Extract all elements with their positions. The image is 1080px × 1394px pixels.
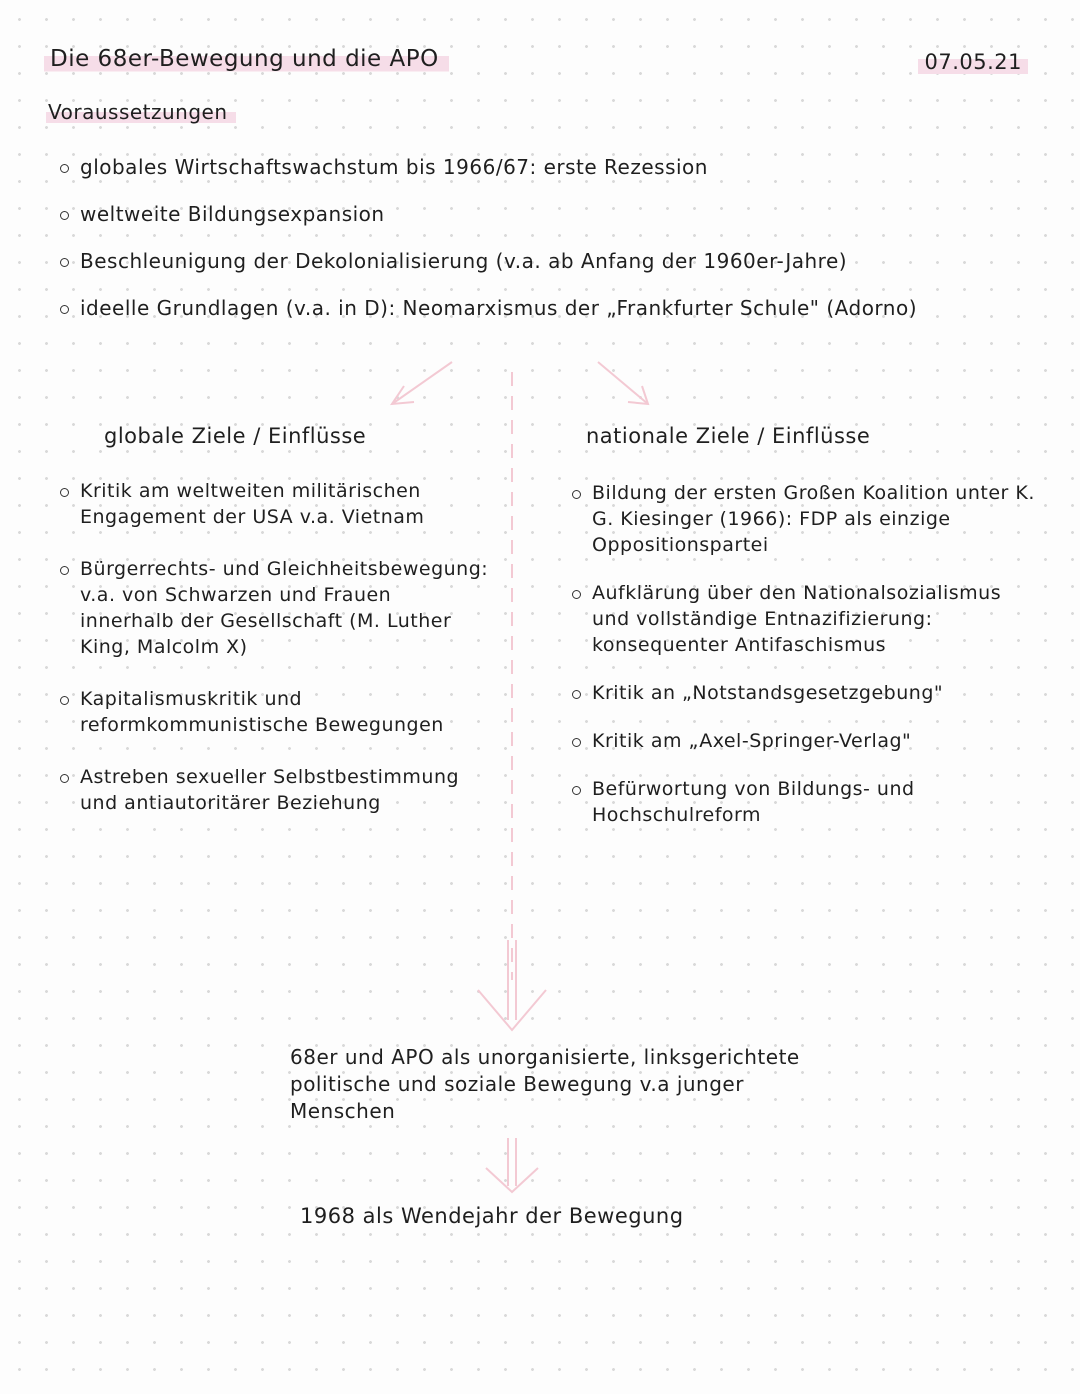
page-title: Die 68er-Bewegung und die APO bbox=[44, 44, 449, 74]
list-item: Beschleunigung der Dekolonialisierung (v.a. ab Anfang der 1960er-Jahre) bbox=[56, 248, 1056, 275]
global-list bbox=[56, 478, 506, 842]
arrow-to-national bbox=[598, 362, 648, 404]
list-item: Bildung der ersten Großen Koalition unter K. G. Kiesinger (1966): FDP als einzige Oppositionspartei bbox=[568, 480, 1052, 558]
global-heading: globale Ziele / Einflüsse bbox=[104, 424, 367, 448]
list-item: Kritik am „Axel-Springer-Verlag" bbox=[568, 728, 1058, 754]
national-heading: nationale Ziele / Einflüsse bbox=[586, 424, 871, 448]
list-item: Kritik an „Notstandsgesetzgebung" bbox=[568, 680, 1058, 706]
list-item: Astreben sexueller Selbstbestimmung und antiautoritärer Beziehung bbox=[56, 764, 500, 816]
list-item: Befürwortung von Bildungs- und Hochschulreform bbox=[568, 776, 1012, 828]
conclusion-text: 68er und APO als unorganisierte, linksgerichtete politische und soziale Bewegung v.a junger Menschen bbox=[290, 1045, 800, 1123]
arrow-down-final bbox=[486, 1138, 538, 1192]
final-text: 1968 als Wendejahr der Bewegung bbox=[300, 1204, 684, 1228]
list-item: globales Wirtschaftswachstum bis 1966/67: erste Rezession bbox=[56, 154, 1056, 181]
prerequisites-heading: Voraussetzungen bbox=[46, 100, 236, 124]
list-item: Kritik am weltweiten militärischen Engagement der USA v.a. Vietnam bbox=[56, 478, 480, 530]
prerequisites-list bbox=[56, 154, 1056, 342]
list-item: ideelle Grundlagen (v.a. in D): Neomarxismus der „Frankfurter Schule" (Adorno) bbox=[56, 295, 1040, 322]
date-label: 07.05.21 bbox=[918, 48, 1028, 76]
list-item: weltweite Bildungsexpansion bbox=[56, 201, 1056, 228]
arrow-to-global bbox=[392, 362, 452, 404]
national-list bbox=[568, 480, 1058, 850]
list-item: Bürgerrechts- und Gleichheitsbewegung: v.a. von Schwarzen und Frauen innerhalb der Gesellschaft (M. Luther King, Malcolm X) bbox=[56, 556, 490, 660]
list-item: Kapitalismuskritik und reformkommunistische Bewegungen bbox=[56, 686, 480, 738]
list-item: Aufklärung über den Nationalsozialismus und vollständige Entnazifizierung: konsequenter Antifaschismus bbox=[568, 580, 1012, 658]
